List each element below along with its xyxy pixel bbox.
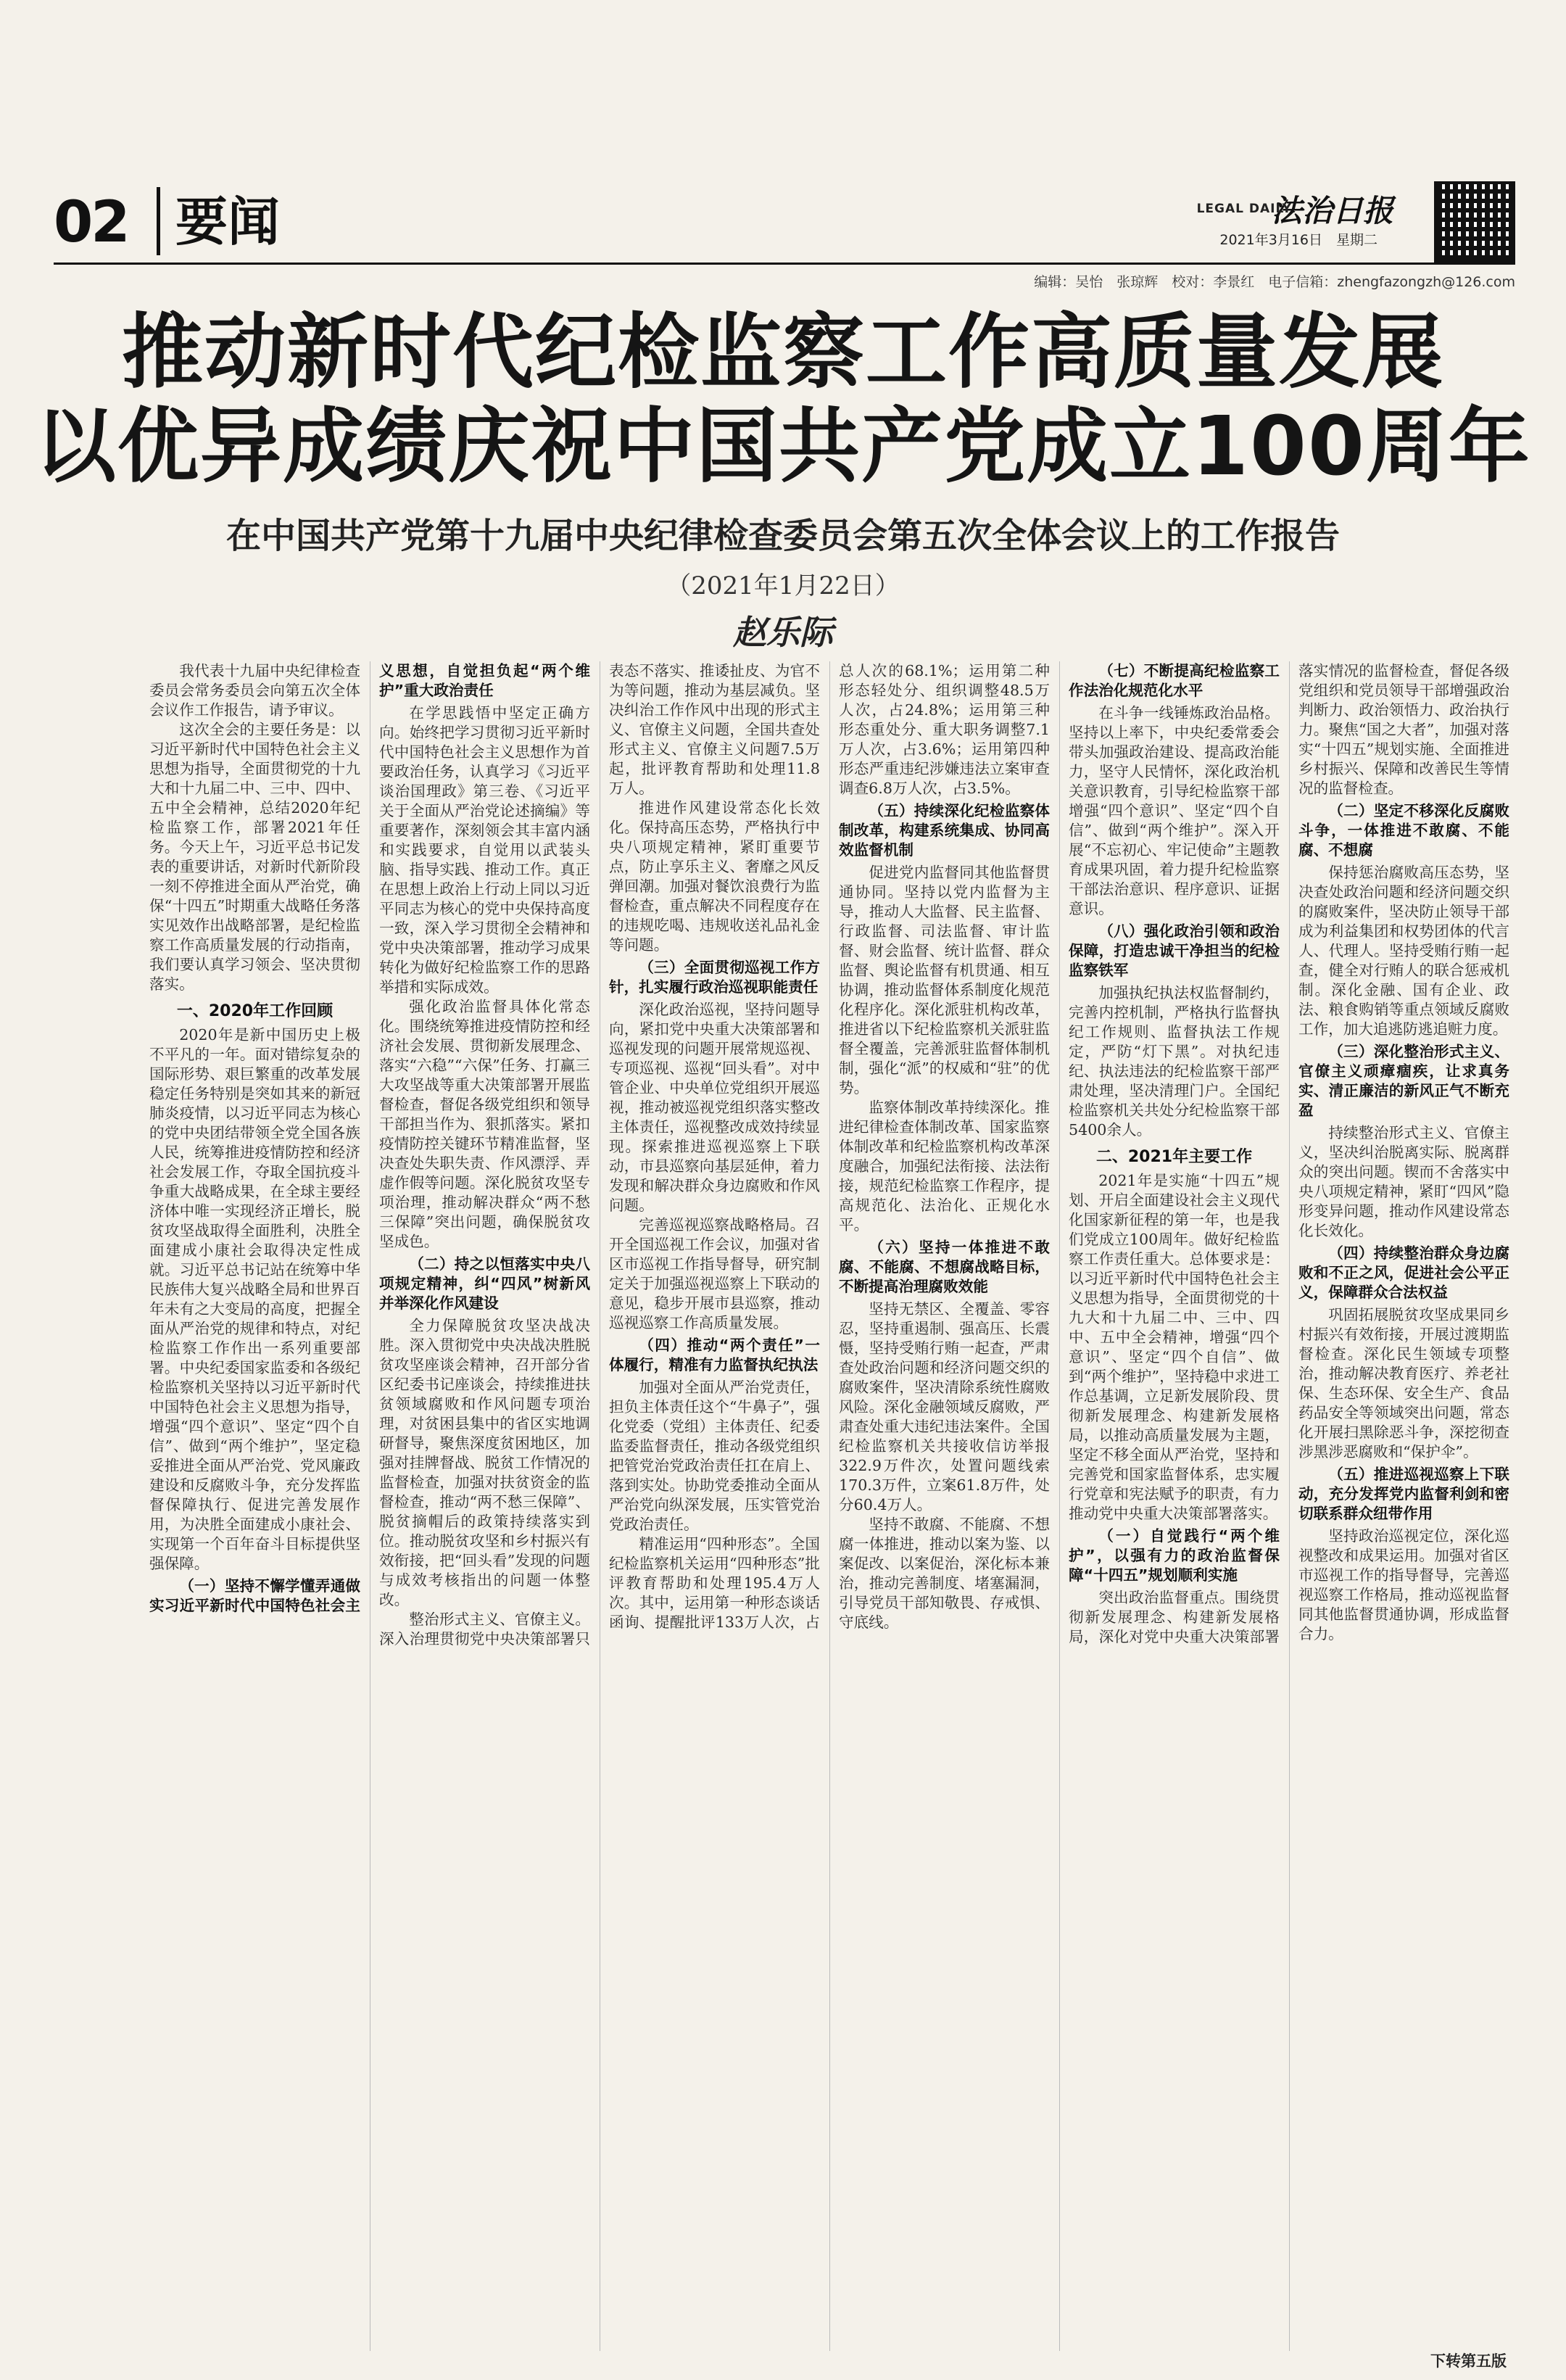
body-paragraph: 整治形式主义、官僚主义。深入治理贯彻党中央决策部署只表态不落实、推诿扯皮、为官不为等问题，推动为基层减负。坚决纠治工作作风中出现的形式主义、官僚主义问题，全国共查处形式主义、官僚主义问题7.5万起，批评教育帮助和处理11.8万人。 [379, 662, 820, 1648]
sub-heading: （四）推动“两个责任”一体履行，精准有力监督执纪执法 [609, 1336, 820, 1373]
body-paragraph: 突出政治监督重点。围绕贯彻新发展理念、构建新发展格局，深化对党中央重大决策部署落实情况的监督检查，督促各级党组织和党员领导干部增强政治判断力、政治领悟力、政治执行力。聚焦“国之大者”，加强对落实“十四五”规划实施、全面推进乡村振兴、保障和改善民生等情况的监督检查。 [1069, 662, 1509, 1645]
body-paragraph: 深化政治巡视，坚持问题导向，紧扣党中央重大决策部署和巡视发现的问题开展常规巡视、专项巡视、巡视“回头看”。对中管企业、中央单位党组织开展巡视，推动被巡视党组织落实整改主体责任，巡视整改成效持续显现。探索推进巡视巡察上下联动，市县巡察向基层延伸，着力发现和解决群众身边腐败和作风问题。 [609, 1001, 820, 1214]
sub-heading: （三）全面贯彻巡视工作方针，扎实履行政治巡视职能责任 [609, 959, 820, 996]
body-paragraph: 这次全会的主要任务是：以习近平新时代中国特色社会主义思想为指导，全面贯彻党的十九大和十九届二中、三中、四中、五中全会精神，总结2020年纪检监察工作，部署2021年任务。今天上午，习近平总书记发表的重要讲话，对新时代新阶段一刻不停推进全面从严治党，确保“十四五”时期重大战略任务落实见效作出战略部署，是纪检监察工作高质量发展的行动指南，我们要认真学习领会、坚决贯彻落实。 [149, 721, 360, 993]
page-number: 02 [54, 190, 128, 255]
sub-heading: （一）自觉践行“两个维护”，以强有力的政治监督保障“十四五”规划顺利实施 [1069, 1527, 1280, 1584]
body-paragraph: 巩固拓展脱贫攻坚成果同乡村振兴有效衔接，开展过渡期监督检查。深化民生领域专项整治，推动解决教育医疗、养老社保、生态环保、安全生产、食品药品安全等领域突出问题，常态化开展扫黑除恶斗争，深挖彻查涉黑涉恶腐败和“保护伞”。 [1298, 1306, 1509, 1460]
sub-heading: （五）推进巡视巡察上下联动，充分发挥党内监督利剑和密切联系群众纽带作用 [1298, 1466, 1509, 1522]
sub-heading: （四）持续整治群众身边腐败和不正之风，促进社会公平正义，保障群众合法权益 [1298, 1244, 1509, 1301]
body-paragraph: 全力保障脱贫攻坚决战决胜。深入贯彻党中央决战决胜脱贫攻坚座谈会精神，召开部分省区纪委书记座谈会，持续推进扶贫领域腐败和作风问题专项治理，对贫困县集中的省区实地调研督导，聚焦深度贫困地区，加强对挂牌督战、脱贫工作情况的监督检查，加强对扶贫资金的监督检查，推动“两不愁三保障”、脱贫摘帽后的政策持续落实到位。推动脱贫攻坚和乡村振兴有效衔接，把“回头看”发现的问题与成效考核指出的问题一体整改。 [379, 1317, 590, 1608]
section-name: 要闻 [175, 191, 281, 252]
sub-heading: （六）坚持一体推进不敢腐、不能腐、不想腐战略目标，不断提高治理腐败效能 [839, 1239, 1050, 1295]
body-paragraph: 加强执纪执法权监督制约，完善内控机制，严格执行监督执纪工作规则、监督执法工作规定，严防“灯下黑”。对执纪违纪、执法违法的纪检监察干部严肃处理，坚决清理门户。全国纪检监察机关共处分纪检监察干部5400余人。 [1069, 984, 1280, 1139]
paper-name-english: LEGAL DAILY [1196, 202, 1292, 216]
body-paragraph: 监察体制改革持续深化。推进纪律检查体制改革、国家监察体制改革和纪检监察机构改革深度融合，加强纪法衔接、法法衔接，规范纪检监察工作程序，提高规范化、法治化、正规化水平。 [839, 1099, 1050, 1234]
sub-heading: （二）坚定不移深化反腐败斗争，一体推进不敢腐、不能腐、不想腐 [1298, 802, 1509, 859]
issue-date: 2021年3月16日 星期二 [1219, 232, 1378, 248]
page-masthead [54, 181, 1515, 290]
article-subtitle: 在中国共产党第十九届中央纪律检查委员会第五次全体会议上的工作报告 [225, 516, 1340, 556]
body-paragraph: 坚持无禁区、全覆盖、零容忍，坚持重遏制、强高压、长震慑，坚持受贿行贿一起查，严肃查处政治问题和经济问题交织的腐败案件，坚决清除系统性腐败风险。深化金融领域反腐败，严肃查处重大违纪违法案件。全国纪检监察机关共接收信访举报322.9万件次，处置问题线索170.3万件，立案61.8万件，处分60.4万人。 [839, 1300, 1050, 1513]
section-divider [157, 187, 160, 255]
body-paragraph: 在斗争一线锤炼政治品格。坚持以上率下，中央纪委常委会带头加强政治建设、提高政治能力，坚守人民情怀，深化政治机关意识教育，引导纪检监察干部增强“四个意识”、坚定“四个自信”、做到“两个维护”。深入开展“不忘初心、牢记使命”主题教育成果巩固，着力提升纪检监察干部法治意识、程序意识、证据意识。 [1069, 704, 1280, 917]
body-paragraph: 强化政治监督具体化常态化。围绕统筹推进疫情防控和经济社会发展、贯彻新发展理念、落实“六稳”“六保”任务、打赢三大攻坚战等重大决策部署开展监督检查，督促各级党组织和领导干部担当作为、狠抓落实。紧扣疫情防控关键环节精准监督，坚决查处失职失责、作风漂浮、弄虚作假等问题。深化脱贫攻坚专项治理，推动解决群众“两不愁三保障”突出问题，确保脱贫攻坚成色。 [379, 998, 590, 1250]
continued-note: 下转第五版 [1430, 2352, 1507, 2370]
body-paragraph: 持续整治形式主义、官僚主义，坚决纠治脱离实际、脱离群众的突出问题。锲而不舍落实中央八项规定精神，紧盯“四风”隐形变异问题，推动作风建设常态化长效化。 [1298, 1124, 1509, 1239]
body-paragraph: 在学思践悟中坚定正确方向。始终把学习贯彻习近平新时代中国特色社会主义思想作为首要政治任务，认真学习《习近平谈治国理政》第三卷、《习近平关于全面从严治党论述摘编》等重要著作，深刻领会其丰富内涵和实践要求，自觉用以武装头脑、指导实践、推动工作。真正在思想上政治上行动上同以习近平同志为核心的党中央保持高度一致，深入学习贯彻全会精神和党中央决策部署，推动学习成果转化为做好纪检监察工作的思路举措和实际成效。 [379, 704, 590, 996]
body-paragraph: 精准运用“四种形态”。全国纪检监察机关运用“四种形态”批评教育帮助和处理195.4万人次。其中，运用第一种形态谈话函询、提醒批评133万人次，占总人次的68.1%；运用第二种形态轻处分、组织调整48.5万人次，占24.8%；运用第三种形态重处分、重大职务调整7.1万人次，占3.6%；运用第四种形态严重违纪涉嫌违法立案审查调查6.8万人次，占3.5%。 [609, 662, 1050, 1631]
body-paragraph: 加强对全面从严治党责任，担负主体责任这个“牛鼻子”，强化党委（党组）主体责任、纪委监委监督责任，推动各级党组织把管党治党政治责任扛在肩上、落到实处。协助党委推动全面从严治党向纵深发展，压实管党治党政治责任。 [609, 1379, 820, 1533]
section-heading: 二、2021年主要工作 [1095, 1148, 1253, 1166]
article-author: 赵乐际 [733, 613, 833, 652]
headline-line-1: 推动新时代纪检监察工作高质量发展 [122, 305, 1444, 400]
sub-heading: （三）深化整治形式主义、官僚主义顽瘴痼疾，让求真务实、清正廉洁的新风正气不断充盈 [1298, 1043, 1509, 1119]
headline-line-2: 以优异成绩庆祝中国共产党成立100周年 [35, 400, 1531, 494]
body-paragraph: 2020年是新中国历史上极不平凡的一年。面对错综复杂的国际形势、艰巨繁重的改革发展稳定任务特别是突如其来的新冠肺炎疫情，以习近平同志为核心的党中央团结带领全党全国各族人民，统筹推进疫情防控和经济社会发展工作，夺取全国抗疫斗争重大战略成果，在全球主要经济体中唯一实现经济正增长，脱贫攻坚战取得全面胜利，决胜全面建成小康社会取得决定性成就。习近平总书记站在统筹中华民族伟大复兴战略全局和世界百年未有之大变局的高度，把握全面从严治党的规律和特点，对纪检监察工作作出一系列重要部署。中央纪委国家监委和各级纪检监察机关坚持以习近平新时代中国特色社会主义思想为指导，增强“四个意识”、坚定“四个自信”、做到“两个维护”，坚定稳妥推进全面从严治党、党风廉政建设和反腐败斗争，充分发挥监督保障执行、促进完善发展作用，为决胜全面建成小康社会、实现第一个百年奋斗目标提供坚强保障。 [149, 1026, 360, 1572]
paper-logo: 法治日报 [1271, 193, 1393, 228]
body-paragraph: 推进作风建设常态化长效化。保持高压态势，严格执行中央八项规定精神，紧盯重要节点，防止享乐主义、奢靡之风反弹回潮。加强对餐饮浪费行为监督检查，重点解决不同程度存在的违规吃喝、违规收送礼品礼金等问题。 [609, 799, 820, 954]
body-paragraph: 2021年是实施“十四五”规划、开启全面建设社会主义现代化国家新征程的第一年，也是我们党成立100周年。做好纪检监察工作责任重大。总体要求是：以习近平新时代中国特色社会主义思想为指导，全面贯彻党的十九大和十九届二中、三中、四中、五中全会精神，增强“四个意识”、坚定“四个自信”、做到“两个维护”，坚持稳中求进工作总基调，立足新发展阶段、贯彻新发展理念、构建新发展格局，以推动高质量发展为主题，坚定不移全面从严治党，坚持和完善党和国家监督体系，忠实履行党章和宪法赋予的职责，有力推动党中央重大决策部署落实。 [1069, 1172, 1280, 1522]
qr-code-icon [1434, 181, 1515, 263]
editors-line: 编辑：吴怡 张琼辉 校对：李景红 电子信箱：zhengfazongzh@126.com [1034, 274, 1515, 290]
article-body [149, 661, 1509, 2351]
sub-heading: （五）持续深化纪检监察体制改革，构建系统集成、协同高效监督机制 [839, 802, 1050, 859]
sub-heading: （八）强化政治引领和政治保障，打造忠诚干净担当的纪检监察铁军 [1069, 922, 1280, 979]
body-paragraph: 完善巡视巡察战略格局。召开全国巡视工作会议，加强对省区市巡视工作指导督导，研究制定关于加强巡视巡察上下联动的意见，稳步开展市县巡察，推动巡视巡察工作高质量发展。 [609, 1216, 820, 1331]
sub-heading: （一）坚持不懈学懂弄通做实习近平新时代中国特色社会主义思想，自觉担负起“两个维护”重大政治责任 [149, 662, 590, 1614]
body-paragraph: 保持惩治腐败高压态势，坚决查处政治问题和经济问题交织的腐败案件，坚决防止领导干部成为利益集团和权势团体的代言人、代理人。坚持受贿行贿一起查，健全对行贿人的联合惩戒机制。深化金融、国有企业、政法、粮食购销等重点领域反腐败工作，加大追逃防逃追赃力度。 [1298, 864, 1509, 1038]
report-date: （2021年1月22日） [666, 571, 900, 600]
sub-heading: （七）不断提高纪检监察工作法治化规范化水平 [1069, 662, 1280, 699]
masthead-rule [54, 263, 1515, 265]
sub-heading: （二）持之以恒落实中央八项规定精神，纠“四风”树新风并举深化作风建设 [379, 1255, 590, 1312]
body-paragraph: 坚持不敢腐、不能腐、不想腐一体推进，推动以案为鉴、以案促改、以案促治，深化标本兼治，推动完善制度、堵塞漏洞，引导党员干部知敬畏、存戒惧、守底线。 [839, 1516, 1050, 1631]
section-heading: 一、2020年工作回顾 [176, 1002, 334, 1020]
body-paragraph: 坚持政治巡视定位，深化巡视整改和成果运用。加强对省区市巡视工作的指导督导，完善巡视巡察工作格局，推动巡视监督同其他监督贯通协调，形成监督合力。 [1298, 1527, 1509, 1643]
body-paragraph: 促进党内监督同其他监督贯通协同。坚持以党内监督为主导，推动人大监督、民主监督、行政监督、司法监督、审计监督、财会监督、统计监督、群众监督、舆论监督有机贯通、相互协调，推动监督体系制度化规范化程序化。深化派驻机构改革，推进省以下纪检监察机关派驻监督全覆盖，完善派驻监督体制机制，强化“派”的权威和“驻”的优势。 [839, 864, 1050, 1096]
body-paragraph: 我代表十九届中央纪律检查委员会常务委员会向第五次全体会议作工作报告，请予审议。 [149, 662, 360, 719]
